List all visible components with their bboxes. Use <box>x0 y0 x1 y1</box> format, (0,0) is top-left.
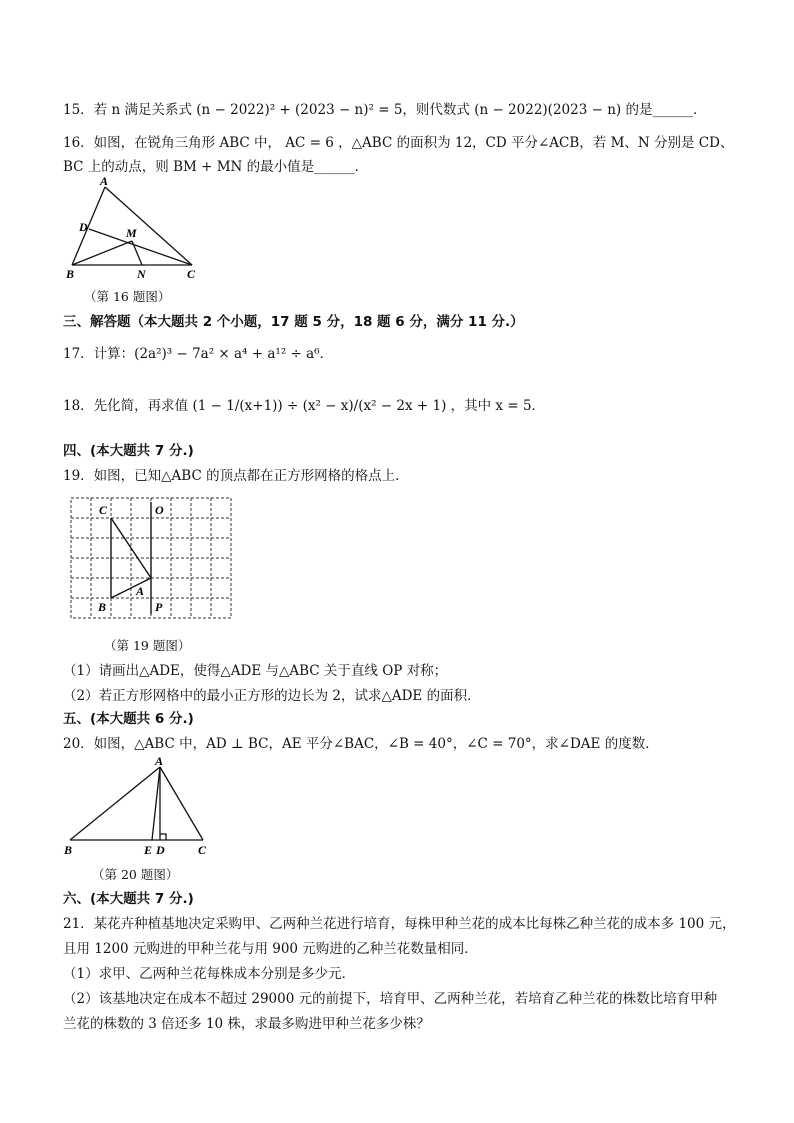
q16-label-c: C <box>187 267 196 281</box>
q19-label-c: C <box>99 503 108 517</box>
q20-label-c: C <box>198 843 207 857</box>
q20-segment-ae <box>152 767 160 840</box>
q16-line2: BC 上的动点，则 BM + MN 的最小值是______． <box>63 159 369 175</box>
q20-label-b: B <box>64 843 73 857</box>
section4-title: 四、(本大题共 7 分.) <box>63 443 194 459</box>
q18-expression: (1 − 1/(x+1)) ÷ (x² − x)/(x² − 2x + 1) <box>192 398 447 414</box>
section5-title: 五、(本大题共 6 分.) <box>63 711 194 727</box>
q16-label-m: M <box>126 226 137 240</box>
q16-figure <box>60 175 210 280</box>
q18-suffix: ，其中 x = 5． <box>450 398 546 414</box>
q20-label-d: D <box>156 843 165 857</box>
q19-text: 19．如图，已知△ABC 的顶点都在正方形网格的格点上． <box>63 468 409 484</box>
q19-part2: （2）若正方形网格中的最小正方形的边长为 2，试求△ADE 的面积． <box>63 688 481 704</box>
q20-side-ab <box>70 767 160 840</box>
q16-label-a: A <box>100 174 109 188</box>
q21-part1: （1）求甲、乙两种兰花每株成本分别是多少元． <box>63 966 356 982</box>
section6-title: 六、(本大题共 7 分.) <box>63 891 194 907</box>
q20-label-e: E <box>144 843 153 857</box>
q20-figure <box>60 755 220 860</box>
q16-side-ac <box>105 187 192 265</box>
q19-label-b: B <box>98 600 107 614</box>
q15-text: 15．若 n 满足关系式 (n − 2022)² + (2023 − n)² = 5，则代数式 (n − 2022)(2023 − n) 的是______． <box>63 102 707 118</box>
q19-part1: （1）请画出△ADE，使得△ADE 与△ABC 关于直线 OP 对称； <box>63 663 448 679</box>
q16-line1: 16．如图，在锐角三角形 ABC 中， AC = 6 ，△ABC 的面积为 12，CD 平分∠ACB，若 M、N 分别是 CD、 <box>63 135 734 151</box>
q16-segment-mn <box>132 241 142 265</box>
q21-part2b: 兰花的株数的 3 倍还多 10 株，求最多购进甲种兰花多少株？ <box>63 1016 430 1032</box>
q20-side-ac <box>160 767 203 840</box>
q19-grid-figure <box>70 497 232 619</box>
q17-text: 17．计算：(2a²)³ − 7a² × a⁴ + a¹² ÷ a⁶． <box>63 346 334 362</box>
q19-label-p: P <box>155 600 163 614</box>
q20-caption: （第 20 题图） <box>92 867 179 882</box>
q19-caption: （第 19 题图） <box>104 638 191 653</box>
q18-prefix: 18．先化简，再求值 <box>63 398 189 414</box>
q20-label-a: A <box>155 754 164 768</box>
q19-label-a: A <box>136 584 145 598</box>
q18-text <box>63 396 545 416</box>
q19-label-o: O <box>155 503 164 517</box>
q20-right-angle-mark <box>160 834 166 840</box>
q21-part2a: （2）该基地决定在成本不超过 29000 元的前提下，培育甲、乙两种兰花，若培育乙种兰花的株数比培育甲种 <box>63 991 718 1007</box>
q16-label-d: D <box>79 220 88 234</box>
q16-caption: （第 16 题图） <box>84 289 171 304</box>
q20-text: 20．如图，△ABC 中，AD ⊥ BC，AE 平分∠BAC，∠B = 40°，∠C = 70°，求∠DAE 的度数． <box>63 736 659 752</box>
q16-label-n: N <box>137 267 146 281</box>
q21-line2: 且用 1200 元购进的甲种兰花与用 900 元购进的乙种兰花数量相同． <box>63 941 478 957</box>
q21-line1: 21．某花卉种植基地决定采购甲、乙两种兰花进行培育，每株甲种兰花的成本比每株乙种兰花的成本多 100 元， <box>63 916 736 932</box>
q16-label-b: B <box>66 267 75 281</box>
section3-title: 三、解答题（本大题共 2 个小题，17 题 5 分，18 题 6 分，满分 11 分.） <box>63 314 524 330</box>
q16-segment-dc <box>89 229 192 265</box>
